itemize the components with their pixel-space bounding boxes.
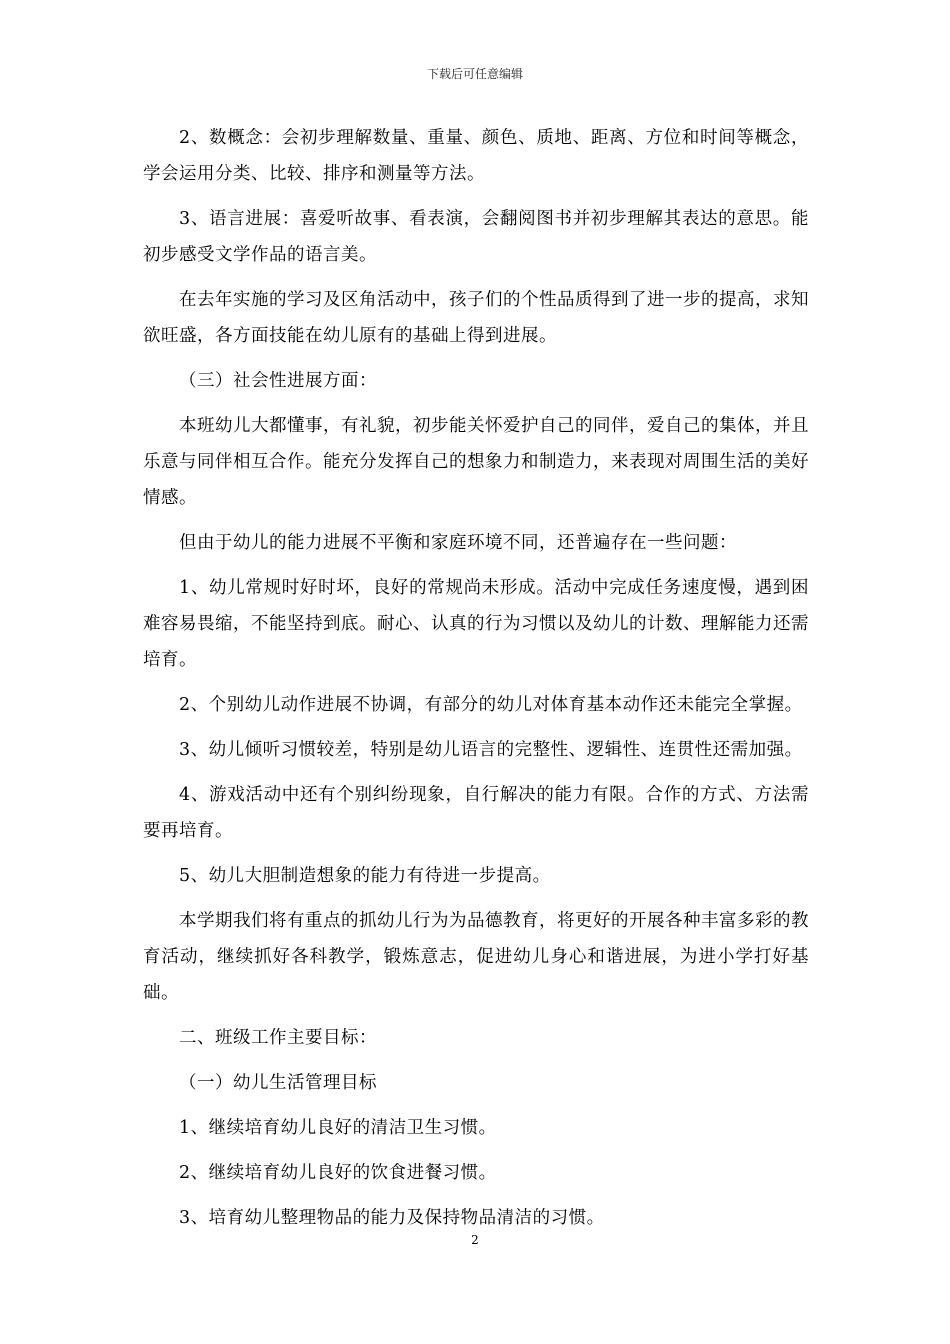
paragraph: 3、语言进展：喜爱听故事、看表演，会翻阅图书并初步理解其表达的意思。能初步感受文学作品的语言美。	[143, 209, 809, 265]
paragraph: 在去年实施的学习及区角活动中，孩子们的个性品质得到了进一步的提高，求知欲旺盛，各方面技能在幼儿原有的基础上得到进展。	[143, 290, 809, 346]
paragraph: 本班幼儿大都懂事，有礼貌，初步能关怀爱护自己的同伴，爱自己的集体，并且乐意与同伴相互合作。能充分发挥自己的想象力和制造力，来表现对周围生活的美好情感。	[143, 416, 809, 508]
subsection-heading: （一）幼儿生活管理目标	[179, 1073, 377, 1093]
page-number: 2	[471, 1233, 479, 1247]
paragraph: 本学期我们将有重点的抓幼儿行为为品德教育，将更好的开展各种丰富多彩的教育活动，继续抓好各科教学，锻炼意志，促进幼儿身心和谐进展，为进小学打好基础。	[143, 911, 809, 1003]
page-header: 下载后可任意编辑	[426, 67, 523, 81]
list-item: 3、培育幼儿整理物品的能力及保持物品清洁的习惯。	[179, 1208, 605, 1228]
list-item: 5、幼儿大胆制造想象的能力有待进一步提高。	[179, 866, 551, 886]
list-item: 3、幼儿倾听习惯较差，特别是幼儿语言的完整性、逻辑性、连贯性还需加强。	[179, 740, 803, 760]
section-heading: 二、班级工作主要目标：	[179, 1028, 377, 1048]
list-item: 2、继续培育幼儿良好的饮食进餐习惯。	[179, 1163, 497, 1183]
section-heading: （三）社会性进展方面：	[179, 371, 377, 391]
paragraph: 但由于幼儿的能力进展不平衡和家庭环境不同，还普遍存在一些问题：	[179, 533, 737, 553]
document-body	[143, 120, 809, 1245]
list-item: 1、继续培育幼儿良好的清洁卫生习惯。	[179, 1118, 497, 1138]
list-item: 2、个别幼儿动作进展不协调，有部分的幼儿对体育基本动作还未能完全掌握。	[179, 695, 803, 715]
paragraph: 2、数概念：会初步理解数量、重量、颜色、质地、距离、方位和时间等概念，学会运用分类、比较、排序和测量等方法。	[143, 128, 809, 184]
list-item: 4、游戏活动中还有个别纠纷现象，自行解决的能力有限。合作的方式、方法需要再培育。	[143, 785, 809, 841]
list-item: 1、幼儿常规时好时坏，良好的常规尚未形成。活动中完成任务速度慢，遇到困难容易畏缩，不能坚持到底。耐心、认真的行为习惯以及幼儿的计数、理解能力还需培育。	[143, 578, 809, 670]
